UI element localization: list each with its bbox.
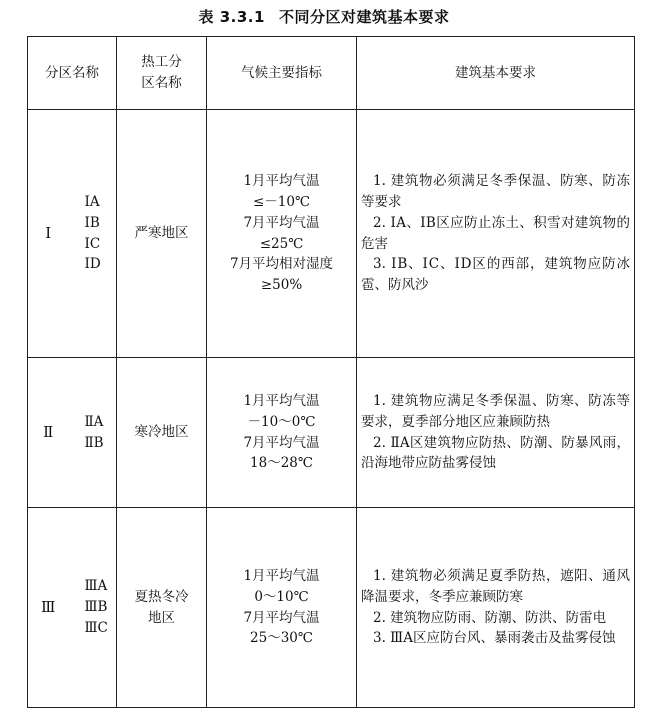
thermal-zone-name: 地区 <box>148 609 175 626</box>
header-thermal-zone-line: 热工分 <box>141 54 182 71</box>
thermal-zone-cell <box>117 110 207 358</box>
climate-indicators-cell <box>207 358 357 508</box>
table-row <box>28 358 635 508</box>
requirement-item: 2. 建筑物应防雨、防潮、防洪、防雷电 <box>373 609 607 626</box>
zone-cell: Ⅱ <box>28 358 69 508</box>
subzone-label: ⅢA <box>84 578 108 595</box>
indicator-line: 7月平均气温 <box>243 609 320 626</box>
indicator-line: 7月平均气温 <box>243 214 320 231</box>
table-caption <box>0 6 648 27</box>
indicator-line: 1月平均气温 <box>243 172 320 189</box>
table-row <box>28 110 635 358</box>
subzone-label: ⅠC <box>84 235 101 252</box>
requirement-item: 1. 建筑物应满足冬季保温、防寒、防冻等要求，夏季部分地区应兼顾防热 <box>361 392 630 430</box>
zone-cell: Ⅰ <box>28 110 69 358</box>
requirement-item: 3. ⅠB、ⅠC、ⅠD区的西部，建筑物应防冰雹、防风沙 <box>361 256 630 294</box>
requirements-cell <box>357 508 635 708</box>
header-building-requirements: 建筑基本要求 <box>357 37 635 110</box>
thermal-zone-cell <box>117 358 207 508</box>
requirement-item: 2. ⅠA、ⅠB区应防止冻土、积雪对建筑物的危害 <box>361 214 630 252</box>
header-zone-name: 分区名称 <box>28 37 117 110</box>
subzone-label: ⅡA <box>84 413 104 430</box>
subzone-cell <box>69 508 117 708</box>
climate-indicators-cell <box>207 110 357 358</box>
table-title: 不同分区对建筑基本要求 <box>278 8 450 26</box>
header-row <box>28 37 635 110</box>
thermal-zone-name: 寒冷地区 <box>134 424 189 441</box>
thermal-zone-name: 夏热冬冷 <box>134 588 189 605</box>
table-row <box>28 508 635 708</box>
thermal-zone-cell <box>117 508 207 708</box>
indicator-line: 1月平均气温 <box>243 567 320 584</box>
header-thermal-zone <box>117 37 207 110</box>
indicator-line: ≤－10℃ <box>252 193 311 210</box>
requirements-cell <box>357 358 635 508</box>
indicator-line: 7月平均相对湿度 <box>229 256 334 273</box>
indicator-line: 7月平均气温 <box>243 434 320 451</box>
subzone-cell <box>69 110 117 358</box>
zone-cell: Ⅲ <box>28 508 69 708</box>
subzone-cell <box>69 358 117 508</box>
indicator-line: －10～0℃ <box>247 413 316 430</box>
indicator-line: 0～10℃ <box>254 588 309 605</box>
table-number: 表 3.3.1 <box>198 8 265 26</box>
indicator-line: 25～30℃ <box>250 630 313 647</box>
zone-requirements-table <box>27 36 635 708</box>
indicator-line: 1月平均气温 <box>243 392 320 409</box>
requirement-item: 1. 建筑物必须满足夏季防热，遮阳、通风降温要求，冬季应兼顾防寒 <box>361 567 630 605</box>
requirement-item: 2. ⅡA区建筑物应防热、防潮、防暴风雨，沿海地带应防盐雾侵蚀 <box>361 434 630 472</box>
header-thermal-zone-line: 区名称 <box>141 75 182 91</box>
indicator-line: ≤25℃ <box>259 235 304 252</box>
indicator-line: ≥50% <box>260 277 303 294</box>
header-climate-indicators: 气候主要指标 <box>207 37 357 110</box>
subzone-label: ⅢB <box>84 599 108 616</box>
subzone-label: ⅠA <box>84 193 100 210</box>
subzone-label: ⅡB <box>84 434 104 451</box>
requirement-item: 1. 建筑物必须满足冬季保温、防寒、防冻等要求 <box>361 172 630 210</box>
requirement-item: 3. ⅢA区应防台风、暴雨袭击及盐雾侵蚀 <box>373 630 616 647</box>
subzone-label: ⅠD <box>84 256 101 273</box>
indicator-line: 18～28℃ <box>250 455 313 472</box>
climate-indicators-cell <box>207 508 357 708</box>
thermal-zone-name: 严寒地区 <box>134 225 189 242</box>
subzone-label: ⅠB <box>84 214 100 231</box>
subzone-label: ⅢC <box>84 619 108 636</box>
requirements-cell <box>357 110 635 358</box>
